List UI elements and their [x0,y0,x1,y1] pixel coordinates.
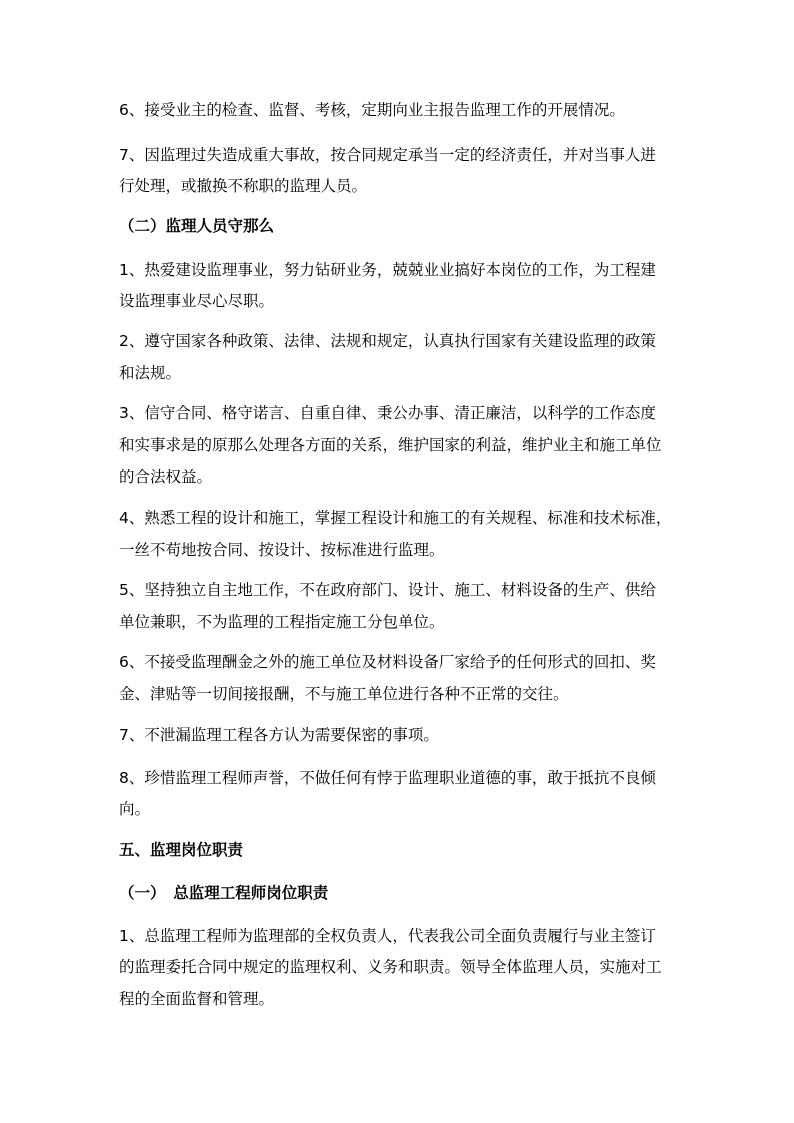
paragraph-line: 8、珍惜监理工程师声誉，不做任何有悖于监理职业道德的事，敢于抵抗不良倾 [119,769,656,787]
section-heading: （二）监理人员守那么 [119,217,275,235]
paragraph-line: 6、接受业主的检查、监督、考核，定期向业主报告监理工作的开展情况。 [119,101,625,119]
paragraph-line: 1、总监理工程师为监理部的全权负责人，代表我公司全面负责履行与业主签订 [119,927,656,945]
paragraph-line: 3、信守合同、格守诺言、自重自律、秉公办事、清正廉洁，以科学的工作态度 [119,404,656,422]
paragraph-line: 的监理委托合同中规定的监理权利、义务和职责。领导全体监理人员，实施对工 [119,958,662,976]
paragraph-line: 程的全面监督和管理。 [119,990,275,1008]
subsection-heading: （一） 总监理工程师岗位职责 [119,884,329,902]
paragraph-line: 向。 [119,800,151,818]
paragraph-line: 行处理，或撤换不称职的监理人员。 [119,177,368,195]
paragraph-line: 设监理事业尽心尽职。 [119,292,275,310]
paragraph-line: 金、津贴等一切间接报酬，不与施工单位进行各种不正常的交往。 [119,685,569,703]
paragraph-line: 4、熟悉工程的设计和施工，掌握工程设计和施工的有关规程、标准和技术标准， [119,509,672,527]
paragraph-line: 2、遵守国家各种政策、法律、法规和规定，认真执行国家有关建设监理的政策 [119,332,656,350]
paragraph-line: 5、坚持独立自主地工作，不在政府部门、设计、施工、材料设备的生产、供给 [119,581,656,599]
paragraph-line: 7、不泄漏监理工程各方认为需要保密的事项。 [119,726,439,744]
section-heading: 五、监理岗位职责 [119,841,244,859]
paragraph-line: 单位兼职，不为监理的工程指定施工分包单位。 [119,613,445,631]
paragraph-line: 1、热爱建设监理事业，努力钻研业务，兢兢业业搞好本岗位的工作，为工程建 [119,261,656,279]
paragraph-line: 和法规。 [119,364,182,382]
paragraph-line: 一丝不苟地按合同、按设计、按标准进行监理。 [119,541,445,559]
paragraph-line: 和实事求是的原那么处理各方面的关系，维护国家的利益，维护业主和施工单位 [119,436,662,454]
paragraph-line: 7、因监理过失造成重大事故，按合同规定承当一定的经济责任，并对当事人进 [119,146,656,164]
paragraph-line: 6、不接受监理酬金之外的施工单位及材料设备厂家给予的任何形式的回扣、奖 [119,653,656,671]
paragraph-line: 的合法权益。 [119,468,213,486]
